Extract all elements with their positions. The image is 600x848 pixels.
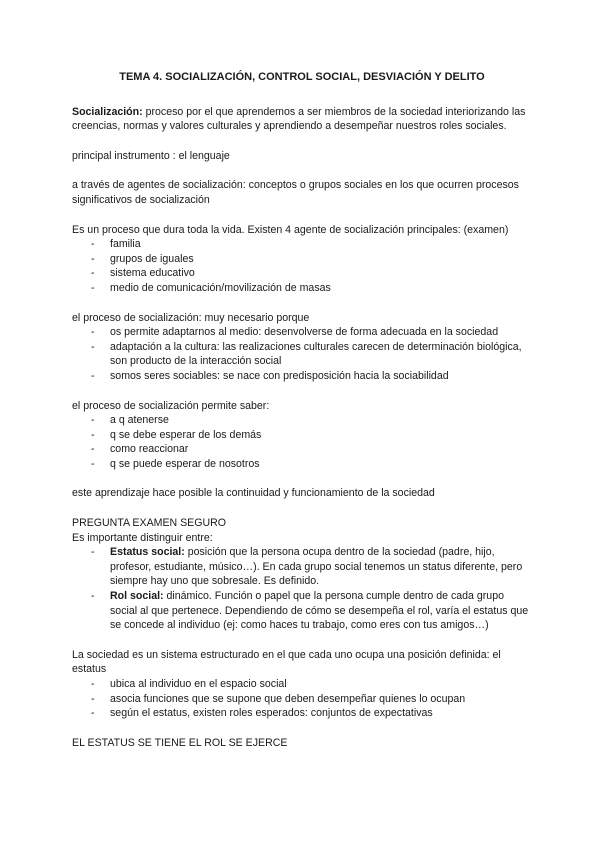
list-item: - adaptación a la cultura: las realizaciones culturales carecen de determinación biológica, son producto de la interacción social <box>91 340 522 368</box>
process-knows-intro: el proceso de socialización permite saber: <box>72 399 270 412</box>
list-item: - ubica al individuo en el espacio social <box>91 678 287 690</box>
definition-term: Socialización: <box>72 105 143 118</box>
instrument-line: principal instrumento : el lenguaje <box>72 149 230 162</box>
list-item: - q se puede esperar de nosotros <box>91 457 260 470</box>
list-item: - Rol social: dinámico. Función o papel que la persona cumple dentro de cada grupo social al que pertenece. Dependiendo de cómo se desempeña el rol, varía el estatus que se concede al individuo (ej: como haces tu trabajo, como eres con tus amigos…) <box>91 590 529 632</box>
lifelong-intro: Es un proceso que dura toda la vida. Existen 4 agente de socialización principales: (examen) <box>72 223 509 236</box>
status-role-list <box>72 545 532 633</box>
list-item: - sistema educativo <box>91 267 195 280</box>
list-item: - somos seres sociables: se nace con predisposición hacia la sociabilidad <box>91 369 449 382</box>
agents-paragraph: a través de agentes de socialización: conceptos o grupos sociales en los que ocurren procesos significativos de socialización <box>72 179 519 206</box>
process-needed-intro: el proceso de socialización: muy necesario porque <box>72 311 310 324</box>
process-knows-list <box>72 413 532 471</box>
system-list <box>72 677 532 721</box>
exam-intro: Es importante distinguir entre: <box>72 531 213 544</box>
agents-list <box>72 237 532 295</box>
list-item: - familia <box>91 238 141 251</box>
list-item: - asocia funciones que se supone que deben desempeñar quienes lo ocupan <box>91 692 466 705</box>
list-item: - como reaccionar <box>91 443 189 456</box>
list-item: - Estatus social: posición que la persona ocupa dentro de la sociedad (padre, hijo, profesor, estudiante, músico…). En cada grupo social tenemos un status diferente, pero siempre hay uno que sobresale. Es definido. <box>91 546 523 588</box>
process-needed-list <box>72 325 532 383</box>
system-intro: La sociedad es un sistema estructurado en el que cada uno ocupa una posición definida: el estatus <box>72 648 501 676</box>
list-item: - os permite adaptarnos al medio: desenvolverse de forma adecuada en la sociedad <box>91 326 499 339</box>
list-item: - grupos de iguales <box>91 252 194 265</box>
list-item: - según el estatus, existen roles esperados: conjuntos de expectativas <box>91 707 433 720</box>
list-item: - q se debe esperar de los demás <box>91 428 262 441</box>
definition-text: proceso por el que aprendemos a ser miembros de la sociedad interiorizando las creencias, normas y valores culturales y aprendiendo a desempeñar nuestros roles sociales. <box>72 105 526 133</box>
list-item: - medio de comunicación/movilización de masas <box>91 281 331 294</box>
document-title: TEMA 4. SOCIALIZACIÓN, CONTROL SOCIAL, DESVIACIÓN Y DELITO <box>119 71 485 83</box>
exam-heading: PREGUNTA EXAMEN SEGURO <box>72 517 227 530</box>
document-page <box>72 70 532 750</box>
list-item: - a q atenerse <box>91 414 169 427</box>
closing-line: EL ESTATUS SE TIENE EL ROL SE EJERCE <box>72 736 288 749</box>
definition-paragraph <box>72 105 532 134</box>
continuity-line: este aprendizaje hace posible la continuidad y funcionamiento de la sociedad <box>72 487 435 500</box>
